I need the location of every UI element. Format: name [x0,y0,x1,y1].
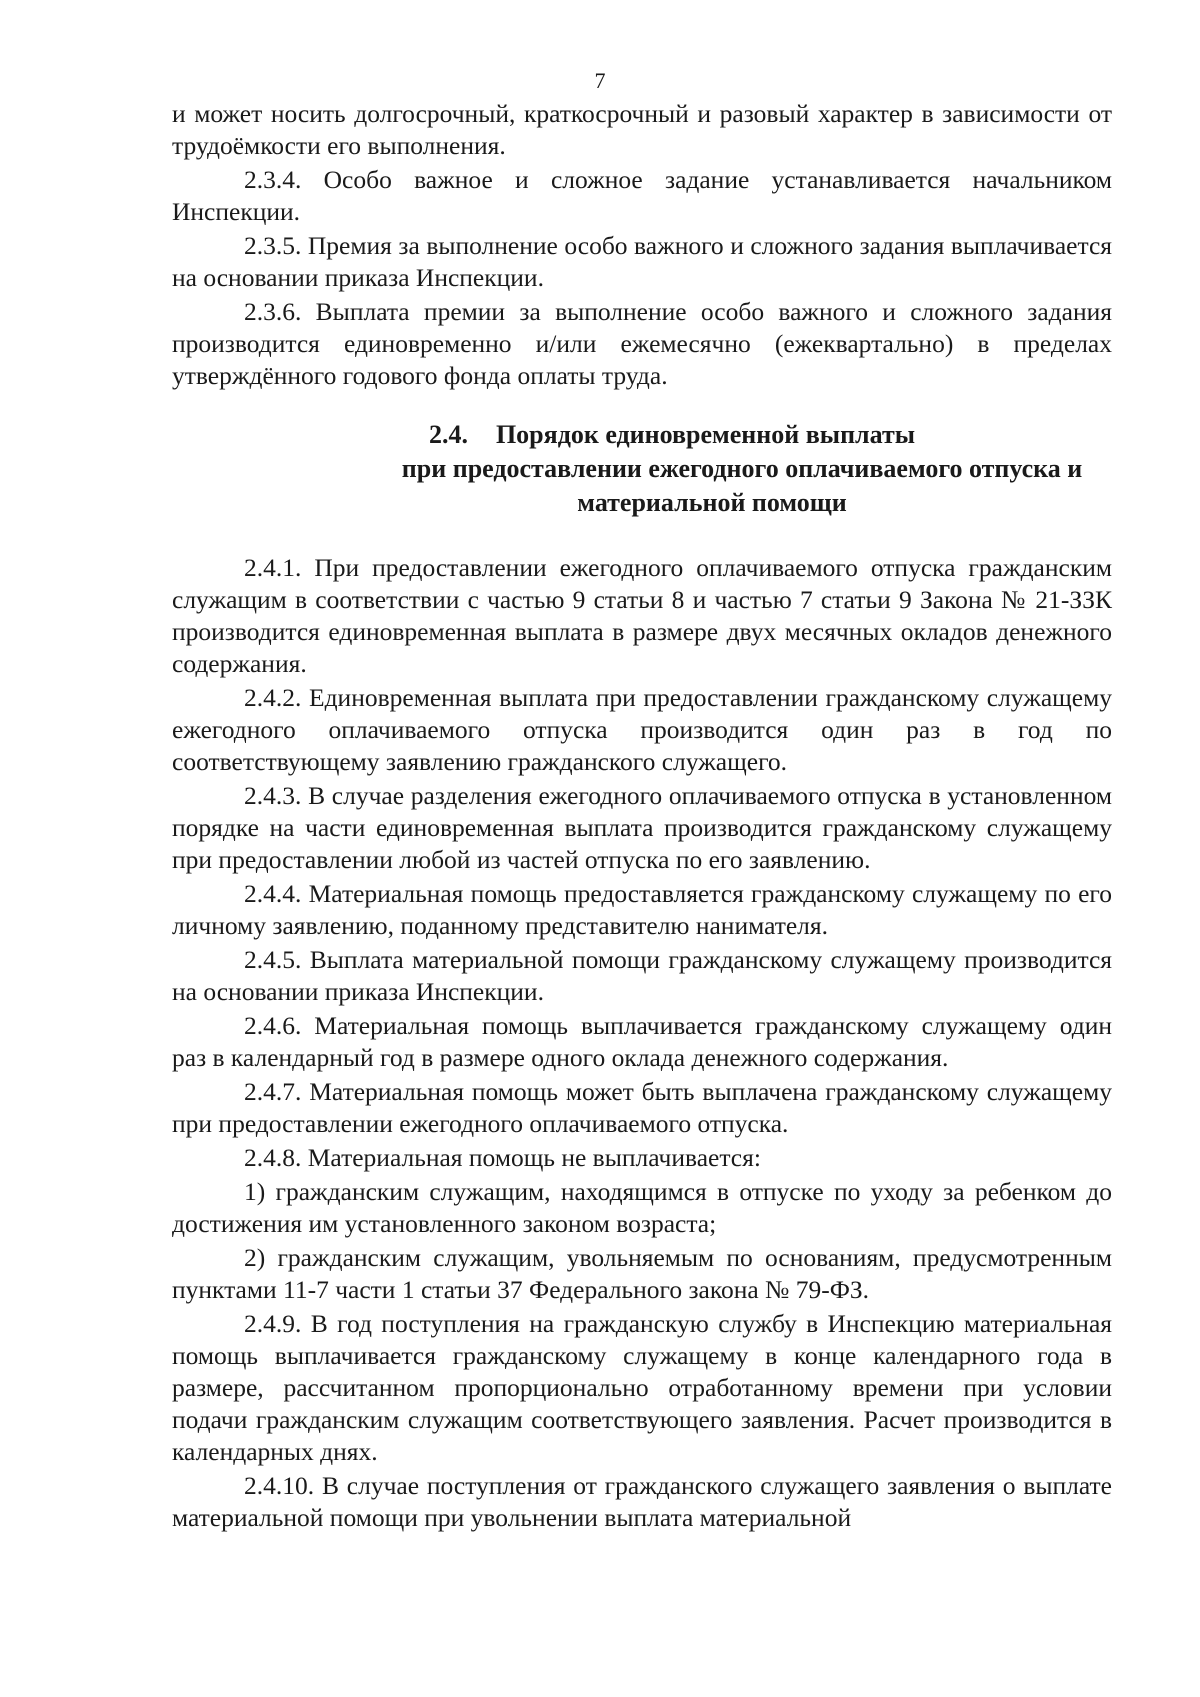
paragraph-2-4-4: 2.4.4. Материальная помощь предоставляется гражданскому служащему по его личному заявлению, поданному представителю нанимателя. [172,879,1112,940]
list-item-2: 2) гражданским служащим, увольняемым по основаниям, предусмотренным пунктами 11-7 части 1 статьи 37 Федерального закона № 79-ФЗ. [172,1243,1112,1304]
paragraph-2-4-5: 2.4.5. Выплата материальной помощи гражданскому служащему производится на основании приказа Инспекции. [172,945,1112,1006]
paragraph-2-4-8: 2.4.8. Материальная помощь не выплачивается: [244,1143,761,1172]
section-title-line-2: при предоставлении ежегодного оплачиваемого отпуска и [401,454,1083,483]
list-item-1: 1) гражданским служащим, находящимся в отпуске по уходу за ребенком до достижения им установленного законом возраста; [172,1177,1112,1238]
section-number: 2.4. [428,420,468,449]
paragraph-2-4-10: 2.4.10. В случае поступления от гражданского служащего заявления о выплате материальной помощи при увольнении выплата материальной [172,1471,1112,1532]
section-heading-line-1 [172,418,1112,452]
paragraph-2-4-3: 2.4.3. В случае разделения ежегодного оплачиваемого отпуска в установленном порядке на части единовременная выплата производится гражданскому служащему при предоставлении любой из частей отпуска по его заявлению. [172,781,1112,874]
document-body [172,98,1112,1536]
page-number: 7 [594,68,606,93]
paragraph-2-4-7: 2.4.7. Материальная помощь может быть выплачена гражданскому служащему при предоставлении ежегодного оплачиваемого отпуска. [172,1077,1112,1138]
section-title-line-1: Порядок единовременной выплаты [495,420,916,449]
paragraph-2-4-2: 2.4.2. Единовременная выплата при предоставлении гражданскому служащему ежегодного оплачиваемого отпуска производится один раз в год по соответствующему заявлению гражданского служащего. [172,683,1112,776]
paragraph-2-3-4: 2.3.4. Особо важное и сложное задание устанавливается начальником Инспекции. [172,165,1112,226]
paragraph-continuation: и может носить долгосрочный, краткосрочный и разовый характер в зависимости от трудоёмкости его выполнения. [172,99,1112,160]
paragraph-2-4-6: 2.4.6. Материальная помощь выплачивается гражданскому служащему один раз в календарный год в размере одного оклада денежного содержания. [172,1011,1112,1072]
section-title-line-3: материальной помощи [577,488,847,517]
section-heading [172,418,1112,520]
paragraph-2-3-5: 2.3.5. Премия за выполнение особо важного и сложного задания выплачивается на основании приказа Инспекции. [172,231,1112,292]
paragraph-2-3-6: 2.3.6. Выплата премии за выполнение особо важного и сложного задания производится единовременно и/или ежемесячно (ежеквартально) в пределах утверждённого годового фонда оплаты труда. [172,297,1112,390]
paragraph-2-4-9: 2.4.9. В год поступления на гражданскую службу в Инспекцию материальная помощь выплачивается гражданскому служащему в конце календарного года в размере, рассчитанном пропорционально отработанному времени при условии подачи гражданским служащим соответствующего заявления. Расчет производится в календарных днях. [172,1309,1112,1466]
paragraph-2-4-1: 2.4.1. При предоставлении ежегодного оплачиваемого отпуска гражданским служащим в соответствии с частью 9 статьи 8 и частью 7 статьи 9 Закона № 21-ЗЗК производится единовременная выплата в размере двух месячных окладов денежного содержания. [172,553,1112,678]
